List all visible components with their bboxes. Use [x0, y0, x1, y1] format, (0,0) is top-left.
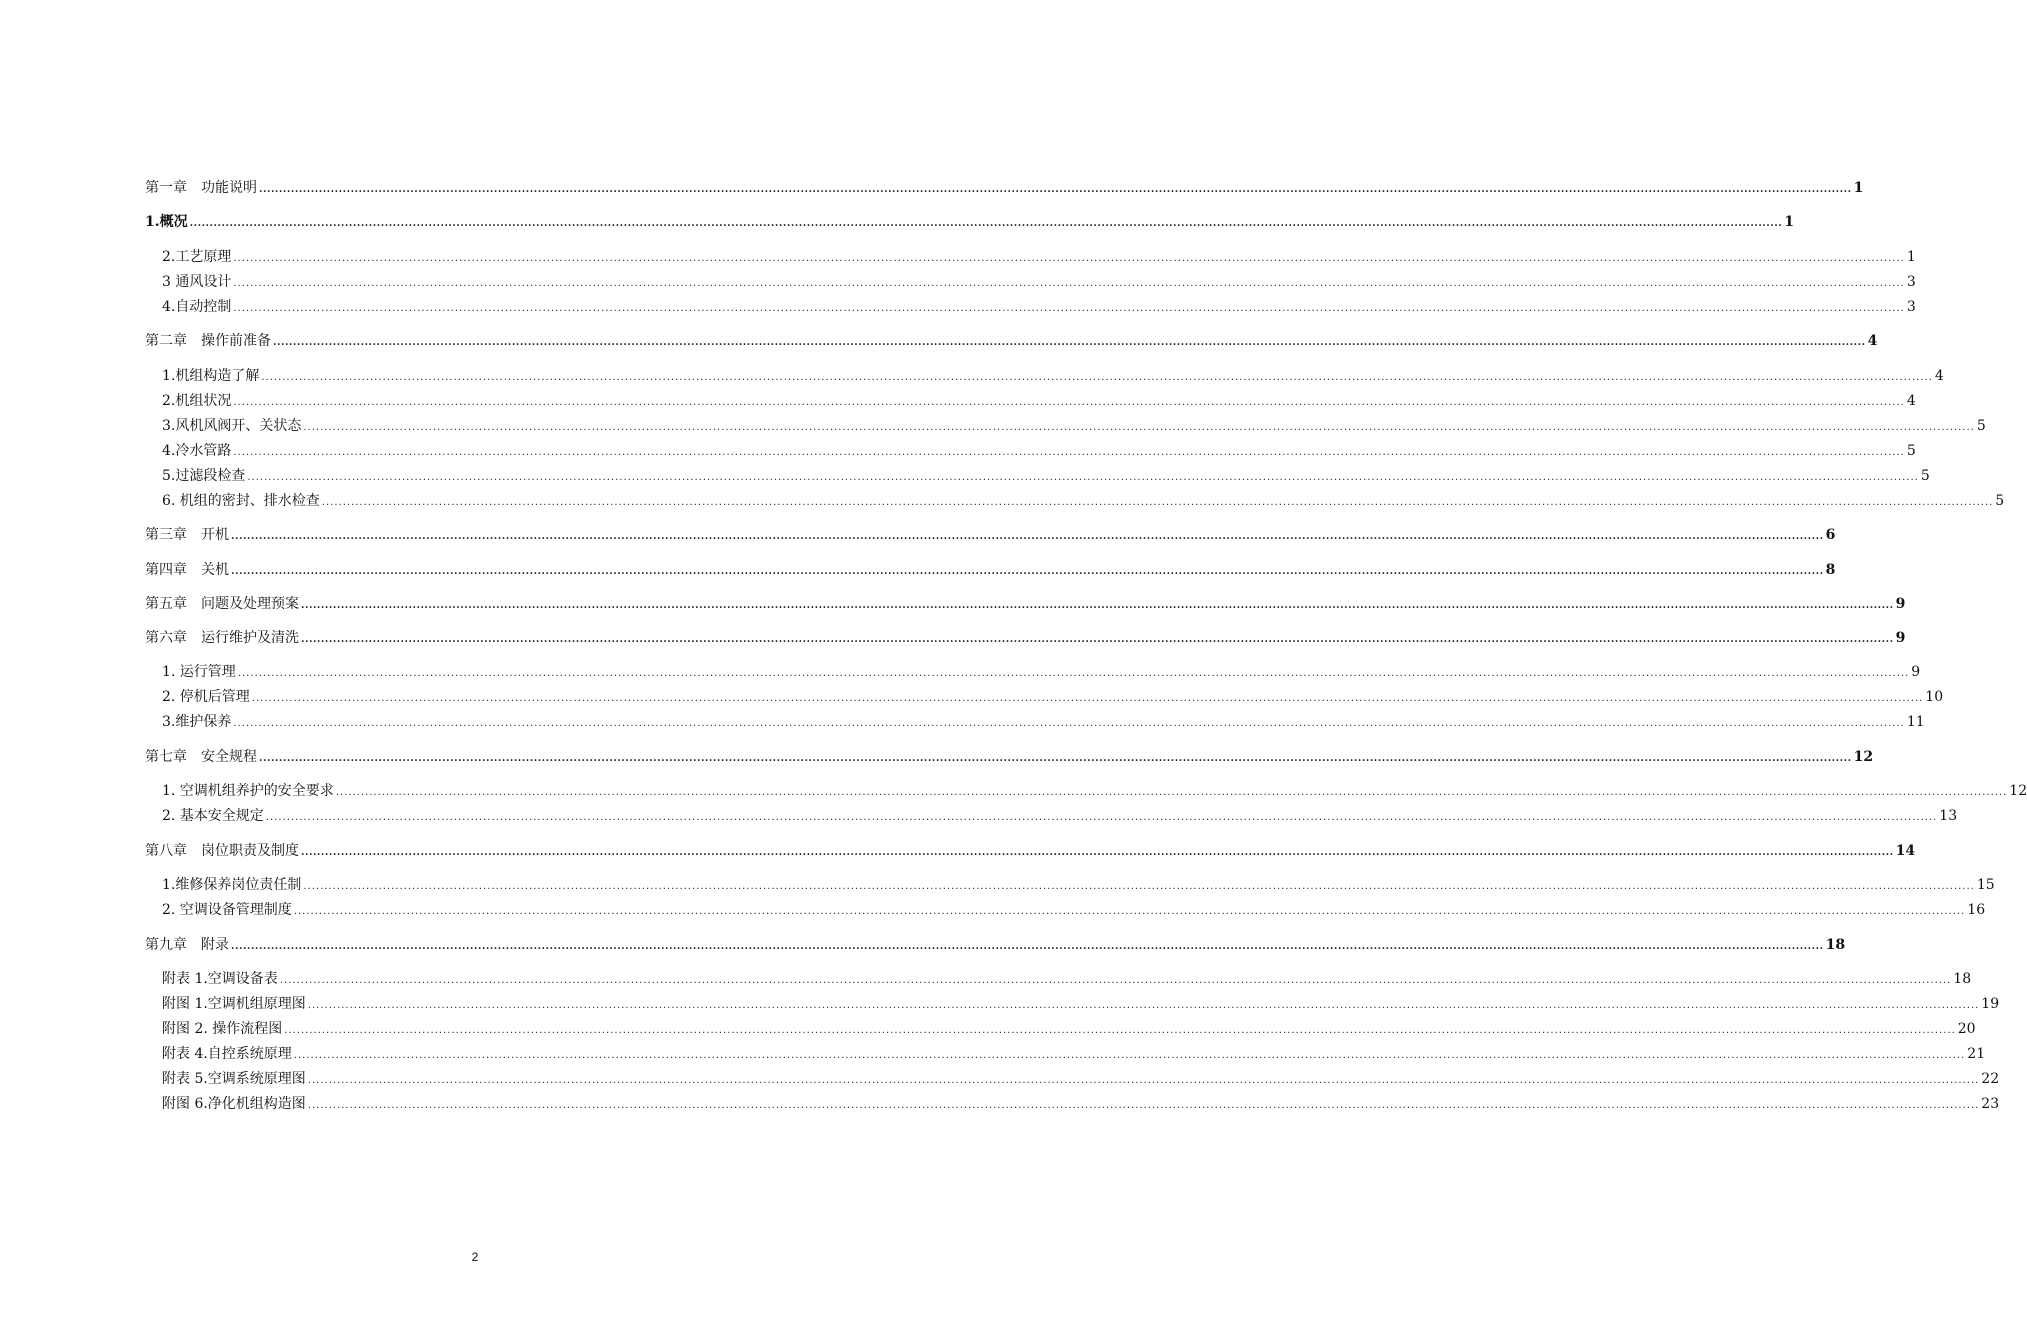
toc-entry-label: 5.过滤段检查: [162, 468, 246, 484]
toc-section-entry[interactable]: [162, 781, 2027, 801]
toc-chapter-entry[interactable]: [145, 560, 1836, 580]
toc-chapter-entry[interactable]: [145, 178, 1864, 198]
toc-dot-leader: ................................................................................................................................................................................................................................................................................................................................................................................................................: [259, 753, 1852, 764]
toc-entry-page-number: 12: [1853, 749, 1874, 765]
toc-section-entry[interactable]: [162, 416, 1986, 436]
toc-entry-label: 第一章 功能说明: [145, 180, 257, 196]
toc-entry-label: 3.风机风阀开、关状态: [162, 418, 302, 434]
toc-entry-page-number: 15: [1976, 877, 1995, 893]
toc-entry-page-number: 5: [1906, 443, 1916, 459]
toc-entry-page-number: 10: [1925, 689, 1944, 705]
toc-entry-page-number: 23: [1981, 1096, 2000, 1112]
toc-entry-label: 6. 机组的密封、排水检查: [162, 493, 320, 509]
toc-chapter-entry[interactable]: [145, 331, 1878, 351]
toc-section-entry[interactable]: [162, 900, 1986, 920]
toc-entry-label: 1.维修保养岗位责任制: [162, 877, 302, 893]
toc-entry-page-number: 18: [1825, 937, 1846, 953]
toc-entry-page-number: 19: [1981, 996, 2000, 1012]
toc-dot-leader: ................................................................................................................................................................................................................................................................................................................................................................................................................: [279, 975, 1952, 986]
toc-entry-page-number: 21: [1967, 1046, 1986, 1062]
toc-dot-leader: ................................................................................................................................................................................................................................................................................................................................................................................................................: [189, 218, 1783, 229]
toc-entry-label: 附表 1.空调设备表: [162, 971, 278, 987]
toc-section-entry[interactable]: [162, 247, 1916, 267]
toc-dot-leader: ................................................................................................................................................................................................................................................................................................................................................................................................................: [237, 668, 1910, 679]
toc-entry-label: 第九章 附录: [145, 937, 229, 953]
toc-dot-leader: ................................................................................................................................................................................................................................................................................................................................................................................................................: [307, 1100, 1980, 1111]
toc-dot-leader: ................................................................................................................................................................................................................................................................................................................................................................................................................: [259, 184, 1852, 195]
toc-entry-label: 附表 4.自控系统原理: [162, 1046, 292, 1062]
toc-dot-leader: ................................................................................................................................................................................................................................................................................................................................................................................................................: [301, 634, 1894, 645]
toc-entry-page-number: 1: [1784, 214, 1794, 230]
toc-dot-leader: ................................................................................................................................................................................................................................................................................................................................................................................................................: [307, 1075, 1980, 1086]
toc-dot-leader: ................................................................................................................................................................................................................................................................................................................................................................................................................: [231, 941, 1824, 952]
toc-section-entry[interactable]: [162, 994, 2000, 1014]
toc-entry-page-number: 9: [1911, 664, 1921, 680]
toc-section-entry[interactable]: [162, 272, 1916, 292]
toc-entry-page-number: 4: [1867, 333, 1878, 349]
toc-section-entry[interactable]: [162, 1019, 1976, 1039]
toc-dot-leader: ................................................................................................................................................................................................................................................................................................................................................................................................................: [233, 447, 1905, 458]
toc-entry-label: 第四章 关机: [145, 562, 229, 578]
toc-chapter-entry[interactable]: [145, 935, 1846, 955]
toc-entry-page-number: 13: [1939, 808, 1958, 824]
toc-entry-page-number: 5: [1920, 468, 1930, 484]
toc-section-entry[interactable]: [162, 1069, 2000, 1089]
toc-entry-label: 附图 6.净化机组构造图: [162, 1096, 306, 1112]
toc-entry-label: 1.机组构造了解: [162, 368, 260, 384]
toc-entry-page-number: 4: [1934, 368, 1944, 384]
toc-entry-page-number: 14: [1895, 843, 1916, 859]
toc-entry-label: 附图 2. 操作流程图: [162, 1021, 283, 1037]
toc-dot-leader: ................................................................................................................................................................................................................................................................................................................................................................................................................: [233, 278, 1905, 289]
toc-section-entry[interactable]: [162, 712, 1925, 732]
toc-entry-page-number: 4: [1906, 393, 1916, 409]
toc-entry-page-number: 1: [1853, 180, 1864, 196]
toc-entry-label: 4.自动控制: [162, 299, 232, 315]
toc-entry-label: 4.冷水管路: [162, 443, 232, 459]
toc-dot-leader: ................................................................................................................................................................................................................................................................................................................................................................................................................: [301, 847, 1894, 858]
toc-entry-label: 第五章 问题及处理预案: [145, 596, 299, 612]
toc-dot-leader: ................................................................................................................................................................................................................................................................................................................................................................................................................: [284, 1025, 1956, 1036]
toc-dot-leader: ................................................................................................................................................................................................................................................................................................................................................................................................................: [251, 693, 1924, 704]
toc-dot-leader: ................................................................................................................................................................................................................................................................................................................................................................................................................: [261, 372, 1933, 383]
toc-entry-label: 2. 空调设备管理制度: [162, 902, 292, 918]
toc-entry-page-number: 12: [2009, 783, 2027, 799]
toc-entry-page-number: 9: [1895, 596, 1906, 612]
toc-entry-page-number: 1: [1906, 249, 1916, 265]
toc-section-entry[interactable]: [162, 806, 1958, 826]
toc-dot-leader: ................................................................................................................................................................................................................................................................................................................................................................................................................: [321, 497, 1994, 508]
toc-dot-leader: ................................................................................................................................................................................................................................................................................................................................................................................................................: [247, 472, 1919, 483]
toc-dot-leader: ................................................................................................................................................................................................................................................................................................................................................................................................................: [303, 881, 1975, 892]
toc-dot-leader: ................................................................................................................................................................................................................................................................................................................................................................................................................: [233, 397, 1905, 408]
toc-entry-label: 1. 空调机组养护的安全要求: [162, 783, 334, 799]
toc-section-entry[interactable]: [162, 1044, 1986, 1064]
toc-entry-label: 1.概况: [145, 214, 188, 230]
toc-entry-label: 2. 停机后管理: [162, 689, 250, 705]
toc-dot-leader: ................................................................................................................................................................................................................................................................................................................................................................................................................: [233, 253, 1905, 264]
toc-dot-leader: ................................................................................................................................................................................................................................................................................................................................................................................................................: [293, 906, 1966, 917]
toc-entry-page-number: 18: [1953, 971, 1972, 987]
toc-section-entry[interactable]: [162, 1094, 2000, 1114]
toc-entry-page-number: 8: [1825, 562, 1836, 578]
toc-entry-label: 2. 基本安全规定: [162, 808, 264, 824]
toc-section-entry[interactable]: [162, 662, 1921, 682]
toc-entry-label: 第六章 运行维护及清洗: [145, 630, 299, 646]
toc-section-entry[interactable]: [162, 466, 1930, 486]
toc-entry-label: 附图 1.空调机组原理图: [162, 996, 306, 1012]
toc-entry-label: 3 通风设计: [162, 274, 232, 290]
toc-section-entry[interactable]: [162, 687, 1944, 707]
toc-chapter-entry[interactable]: [145, 841, 1916, 861]
toc-dot-leader: ................................................................................................................................................................................................................................................................................................................................................................................................................: [335, 787, 2008, 798]
toc-dot-leader: ................................................................................................................................................................................................................................................................................................................................................................................................................: [233, 718, 1905, 729]
toc-entry-label: 2.机组状况: [162, 393, 232, 409]
toc-entry-page-number: 5: [1976, 418, 1986, 434]
toc-chapter-entry[interactable]: [145, 212, 1794, 232]
toc-section-entry[interactable]: [162, 875, 1995, 895]
toc-dot-leader: ................................................................................................................................................................................................................................................................................................................................................................................................................: [273, 337, 1866, 348]
toc-entry-page-number: 22: [1981, 1071, 2000, 1087]
toc-section-entry[interactable]: [162, 969, 1972, 989]
toc-dot-leader: ................................................................................................................................................................................................................................................................................................................................................................................................................: [307, 1000, 1980, 1011]
toc-section-entry[interactable]: [162, 441, 1916, 461]
toc-entry-page-number: 9: [1895, 630, 1906, 646]
toc-entry-page-number: 5: [1995, 493, 2005, 509]
toc-dot-leader: ................................................................................................................................................................................................................................................................................................................................................................................................................: [231, 566, 1824, 577]
toc-entry-label: 第二章 操作前准备: [145, 333, 271, 349]
toc-entry-label: 第三章 开机: [145, 527, 229, 543]
toc-chapter-entry[interactable]: [145, 525, 1836, 545]
toc-dot-leader: ................................................................................................................................................................................................................................................................................................................................................................................................................: [301, 600, 1894, 611]
toc-chapter-entry[interactable]: [145, 594, 1906, 614]
toc-dot-leader: ................................................................................................................................................................................................................................................................................................................................................................................................................: [303, 422, 1975, 433]
toc-section-entry[interactable]: [162, 391, 1916, 411]
toc-dot-leader: ................................................................................................................................................................................................................................................................................................................................................................................................................: [293, 1050, 1966, 1061]
toc-section-entry[interactable]: [162, 366, 1944, 386]
toc-chapter-entry[interactable]: [145, 628, 1906, 648]
toc-entry-label: 2.工艺原理: [162, 249, 232, 265]
toc-dot-leader: ................................................................................................................................................................................................................................................................................................................................................................................................................: [233, 303, 1905, 314]
toc-chapter-entry[interactable]: [145, 747, 1874, 767]
toc-entry-page-number: 11: [1906, 714, 1925, 730]
toc-entry-label: 3.维护保养: [162, 714, 232, 730]
page-number: 2: [471, 1250, 479, 1264]
toc-entry-page-number: 6: [1825, 527, 1836, 543]
toc-dot-leader: ................................................................................................................................................................................................................................................................................................................................................................................................................: [265, 812, 1938, 823]
toc-entry-label: 1. 运行管理: [162, 664, 236, 680]
toc-entry-page-number: 3: [1906, 274, 1916, 290]
toc-section-entry[interactable]: [162, 297, 1916, 317]
toc-entry-page-number: 16: [1967, 902, 1986, 918]
toc-entry-label: 附表 5.空调系统原理图: [162, 1071, 306, 1087]
toc-entry-page-number: 20: [1957, 1021, 1976, 1037]
toc-dot-leader: ................................................................................................................................................................................................................................................................................................................................................................................................................: [231, 531, 1824, 542]
toc-section-entry[interactable]: [162, 491, 2005, 511]
toc-entry-page-number: 3: [1906, 299, 1916, 315]
toc-entry-label: 第八章 岗位职责及制度: [145, 843, 299, 859]
toc-entry-label: 第七章 安全规程: [145, 749, 257, 765]
